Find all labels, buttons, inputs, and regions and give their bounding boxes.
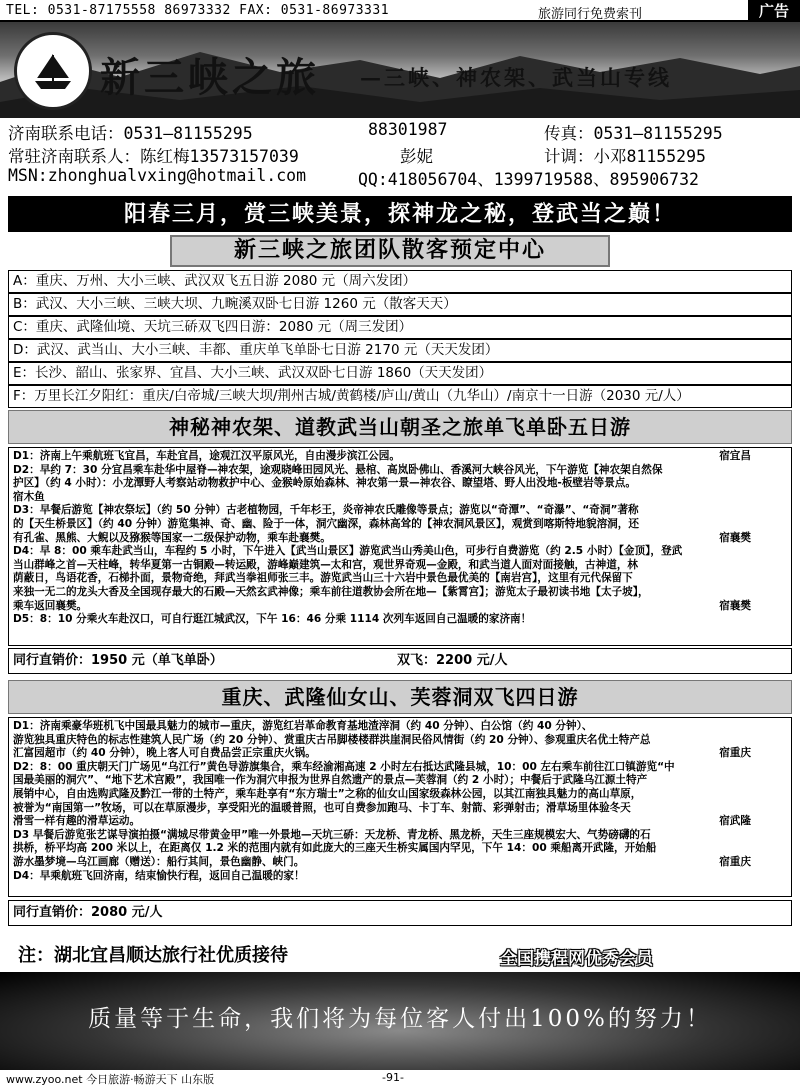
contact-person-2: 彭妮 [400, 147, 433, 166]
itinerary-line [13, 747, 787, 761]
itinerary-text: 护区】（约 4 小时）：小龙潭野人考察站动物救护中心、金猴岭原始森林、神农第一景—神农谷、瞭望塔、野人出没地-板壁岩等景点。 [13, 477, 636, 490]
section2-itinerary [8, 717, 792, 897]
section1-price-double: 双飞：2200 元/人 [397, 653, 508, 668]
itinerary-line [13, 613, 787, 627]
itinerary-line [13, 774, 787, 788]
overnight-stay: 宿重庆 [719, 747, 751, 760]
itinerary-line [13, 572, 787, 586]
itinerary-text: 汇富园超市（约 40 分钟），晚上客人可自费品尝正宗重庆火锅。 [13, 747, 316, 760]
section2-price-text: 同行直销价：2080 元/人 [13, 905, 163, 920]
section1-itinerary [8, 447, 792, 646]
itinerary-text: D5：8：10 分乘火车赴汉口，可自行逛江城武汉，下午 16：46 分乘 1114 次列车返回自己温暖的家济南！ [13, 613, 532, 626]
itinerary-text: 乘车返回襄樊。 [13, 599, 88, 612]
contact-person: 常驻济南联系人：陈红梅13573157039 [8, 147, 299, 166]
sailboat-icon [33, 53, 73, 91]
banner-title: 新三峡之旅 [100, 54, 320, 101]
itinerary-line [13, 870, 787, 884]
itinerary-text: 滑雪一样有趣的滑草运动。 [13, 815, 141, 828]
itinerary-text: D3 早餐后游览张艺谋导演拍摄“满城尽带黄金甲”唯一外景地—天坑三硚：天龙桥、青龙桥、黑龙桥，天生三座规模宏大、气势磅礴的石 [13, 828, 651, 841]
itinerary-line [13, 532, 787, 546]
itinerary-line [13, 720, 787, 734]
contact-block [8, 118, 798, 187]
banner [0, 22, 800, 118]
itinerary-text: 展销中心，自由选购武隆及黔江一带的土特产，乘车赴享有“东方瑞士”之称的仙女山国家级森林公园，以其江南独具魅力的高山草原， [13, 787, 642, 800]
route-f: F：万里长江夕阳红：重庆/白帝城/三峡大坝/荆州古城/黄鹤楼/庐山/黄山（九华山）/南京十一日游（2030 元/人） [8, 385, 792, 408]
itinerary-line [13, 586, 787, 600]
route-a: A：重庆、万州、大小三峡、武汉双飞五日游 2080 元（周六发团） [8, 270, 792, 293]
agency-logo [14, 32, 92, 110]
itinerary-line [13, 518, 787, 532]
itinerary-line [13, 491, 787, 505]
site-url: www.zyoo.net 今日旅游·畅游天下 山东版 [6, 1073, 215, 1086]
itinerary-line [13, 504, 787, 518]
itinerary-line [13, 477, 787, 491]
itinerary-line [13, 788, 787, 802]
itinerary-line [13, 842, 787, 856]
page-number: -91- [382, 1071, 404, 1084]
member-badge: 全国携程网优秀会员 [500, 949, 653, 969]
itinerary-line [13, 734, 787, 748]
itinerary-text: 来独一无二的龙头大香及全国现存最大的石殿—天然玄武神像；乘车前往道教协会所在地—【紫霄宫】；游览太子最初读书地【太子坡】， [13, 585, 649, 598]
itinerary-text: 游览独具重庆特色的标志性建筑人民广场（约 20 分钟）、赏重庆古吊脚楼楼群洪崖洞民俗风情街（约 20 分钟）、参观重庆名优土特产总 [13, 733, 651, 746]
itinerary-text: 被誉为“南国第一”牧场，可以在草原漫步，享受阳光的温暖普照，也可自费参加跑马、卡丁车、射箭、彩弹射击；滑草场里体验冬天 [13, 801, 631, 814]
itinerary-text: D2：8：00 重庆朝天门广场见“乌江行”黄色导游旗集合，乘车经渝湘高速 2 小时左右抵达武隆县城，10：00 左右乘车前往江口镇游览“中 [13, 760, 675, 773]
itinerary-text: 宿木鱼 [13, 490, 45, 503]
itinerary-line [13, 761, 787, 775]
footer-slogan-text: 质量等于生命，我们将为每位客人付出100%的努力！ [88, 1006, 712, 1032]
slogan-bar: 阳春三月，赏三峡美景，探神龙之秘，登武当之巅！ [8, 196, 792, 232]
section1-title: 神秘神农架、道教武当山朝圣之旅单飞单卧五日游 [8, 410, 792, 444]
route-list [8, 270, 792, 408]
itinerary-text: D2：早约 7：30 分宜昌乘车赴华中屋脊—神农架，途观晓峰田园风光、悬棺、高岚卧佛山、香溪河大峡谷风光，下午游览【神农架自然保 [13, 463, 663, 476]
itinerary-line [13, 600, 787, 614]
ad-badge: 广告 [748, 0, 800, 22]
itinerary-text: D1：济南乘豪华班机飞中国最具魅力的城市—重庆，游览红岩革命教育基地渣滓洞（约 40 分钟）、白公馆（约 40 分钟）、 [13, 720, 593, 732]
route-b: B：武汉、大小三峡、三峡大坝、九畹溪双卧七日游 1260 元（散客天天） [8, 293, 792, 316]
itinerary-text: D4：早乘航班飞回济南，结束愉快行程，返回自己温暖的家！ [13, 869, 305, 882]
banner-subtitle: —三峡、神农架、武当山专线 [360, 65, 672, 90]
itinerary-line [13, 559, 787, 573]
top-bar [0, 0, 800, 22]
itinerary-text: D1：济南上午乘航班飞宜昌，车赴宜昌，途观江汉平原风光，自由漫步滨江公园。 [13, 450, 400, 462]
route-e: E：长沙、韶山、张家界、宜昌、大小三峡、武汉双卧七日游 1860（天天发团） [8, 362, 792, 385]
route-d: D：武汉、武当山、大小三峡、丰都、重庆单飞单卧七日游 2170 元（天天发团） [8, 339, 792, 362]
overnight-stay: 宿襄樊 [719, 599, 751, 612]
itinerary-line [13, 464, 787, 478]
phone-label: 济南联系电话：0531—81155295 [8, 124, 253, 143]
route-c: C：重庆、武隆仙境、天坑三硚双飞四日游：2080 元（周三发团） [8, 316, 792, 339]
itinerary-line [13, 802, 787, 816]
free-index-label: 旅游同行免费索刊 [538, 7, 643, 22]
overnight-stay: 宿武隆 [719, 815, 751, 828]
phone-2: 88301987 [368, 120, 448, 139]
section1-price-single: 同行直销价：1950 元（单飞单卧） [13, 653, 223, 668]
itinerary-text: D4：早 8：00 乘车赴武当山，车程约 5 小时，下午进入【武当山景区】游览武当山秀美山色，可步行自费游览（约 2.5 小时）【金顶】，登武 [13, 545, 683, 558]
planner: 计调：小邓81155295 [544, 147, 706, 166]
qq: QQ:418056704、1399719588、895906732 [358, 170, 699, 189]
section2-price [8, 900, 792, 926]
itinerary-text: D3：早餐后游览【神农祭坛】（约 50 分钟）古老植物园，千年杉王，炎帝神农氏雕像等景点；游览以“奇潭”、“奇瀑”、“奇洞”著称 [13, 504, 639, 517]
itinerary-line [13, 829, 787, 843]
itinerary-text: 的【天生桥景区】（约 40 分钟）游览集神、奇、幽、险于一体，洞穴幽深，森林高耸的【神农洞风景区】，观赏到喀斯特地貌溶洞，还 [13, 517, 639, 530]
top-contact: TEL: 0531-87175558 86973332 FAX: 0531-86973331 [6, 3, 390, 18]
booking-center-title: 新三峡之旅团队散客预定中心 [170, 235, 610, 267]
itinerary-line [13, 545, 787, 559]
fax: 传真：0531—81155295 [544, 124, 723, 143]
itinerary-text: 荫蔽日，鸟语花香，石梯扑面，景物奇绝，拜武当拳祖师张三丰。游览武当山三十六岩中景色最优美的【南岩宫】，这里有元代保留下 [13, 572, 633, 585]
itinerary-line [13, 450, 787, 464]
overnight-stay: 宿宜昌 [719, 450, 751, 462]
itinerary-text: 游水墨梦境—乌江画廊（赠送）：船行其间，景色幽静、峡门。 [13, 855, 305, 868]
itinerary-line [13, 815, 787, 829]
section2-title: 重庆、武隆仙女山、芙蓉洞双飞四日游 [8, 680, 792, 714]
itinerary-text: 当山群峰之首—天柱峰，转华夏第一古铜殿—转运殿，游峰巅建筑—太和宫，观世界奇观—金殿，和武当道人面对面接触，古神道，林 [13, 558, 639, 571]
overnight-stay: 宿襄樊 [719, 531, 751, 544]
itinerary-text: 国最美丽的洞穴”、“地下艺术宫殿”，我国唯一作为洞穴申报为世界自然遗产的景点—芙蓉洞（约 2 小时）；中餐后于武隆乌江源土特产 [13, 774, 648, 787]
operator-note: 注：湖北宜昌顺达旅行社优质接待 [18, 945, 288, 966]
footer-slogan [0, 972, 800, 1070]
section1-price [8, 648, 792, 674]
itinerary-line [13, 856, 787, 870]
itinerary-text: 有孔雀、黑熊、大鲵以及猕猴等国家一二级保护动物，乘车赴襄樊。 [13, 531, 331, 544]
msn: MSN:zhonghualvxing@hotmail.com [8, 166, 307, 185]
itinerary-text: 拱桥，桥平均高 200 米以上，在距离仅 1.2 米的范围内就有如此庞大的三座天生桥实属国内罕见，下午 14：00 乘船离开武隆，开始船 [13, 842, 657, 855]
overnight-stay: 宿重庆 [719, 855, 751, 868]
bottom-bar [0, 1070, 800, 1086]
